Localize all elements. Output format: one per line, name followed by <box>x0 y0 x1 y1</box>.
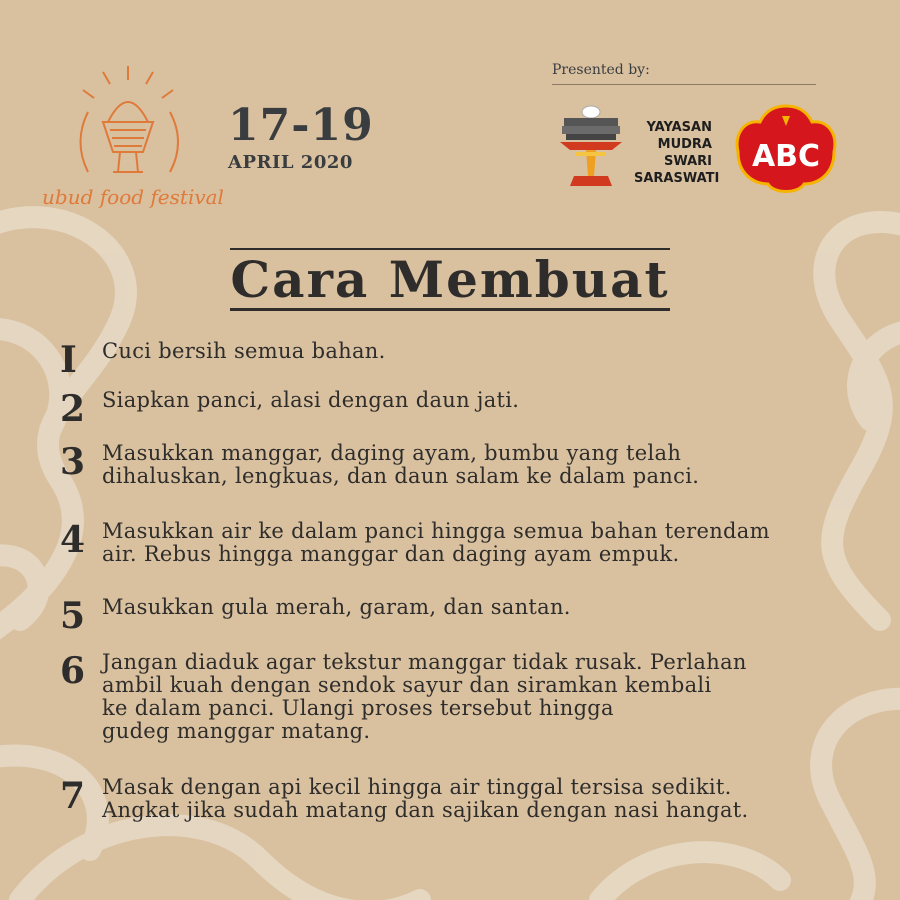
step-text: Siapkan panci, alasi dengan daun jati. <box>102 388 520 412</box>
step-number: 7 <box>60 775 86 817</box>
yayasan-line-2: MUDRA <box>657 137 712 152</box>
page-title: Cara Membuat <box>230 250 670 309</box>
step-item <box>60 442 699 488</box>
step-item <box>60 520 770 566</box>
step-text: Jangan diaduk agar tekstur manggar tidak rusak. Perlahan ambil kuah dengan sendok sayur dan siramkan kembali ke dalam panci. Ulangi proses tersebut hingga gudeg manggar matang. <box>102 650 747 743</box>
step-number: 6 <box>60 650 86 692</box>
step-item <box>60 340 386 380</box>
yayasan-line-1: YAYASAN <box>646 120 712 135</box>
step-item <box>60 596 571 636</box>
step-text: Masukkan manggar, daging ayam, bumbu yang telah dihaluskan, lengkuas, dan daun salam ke dalam panci. <box>102 441 700 488</box>
step-number: 5 <box>60 595 86 637</box>
event-date <box>228 100 374 173</box>
yayasan-logo-icon <box>556 104 626 190</box>
step-item <box>60 776 749 822</box>
yayasan-line-4: SARASWATI <box>634 171 720 186</box>
step-number: 2 <box>60 388 86 430</box>
date-month-year: APRIL 2020 <box>228 152 353 173</box>
yayasan-line-3: SWARI <box>663 154 712 169</box>
step-item <box>60 389 519 429</box>
yayasan-text <box>634 119 720 187</box>
step-text: Cuci bersih semua bahan. <box>102 339 386 363</box>
step-number: 3 <box>60 441 86 483</box>
abc-text: ABC <box>751 139 821 174</box>
ubud-food-festival-logo <box>42 62 224 212</box>
step-text: Masukkan gula merah, garam, dan santan. <box>102 595 571 619</box>
step-number: 4 <box>60 519 86 561</box>
step-text: Masukkan air ke dalam panci hingga semua bahan terendam air. Rebus hingga manggar dan daging ayam empuk. <box>102 519 770 566</box>
step-number: I <box>60 339 77 381</box>
step-item <box>60 651 747 743</box>
date-range: 17-19 <box>228 100 374 151</box>
logo-text: ubud food festival <box>42 185 224 209</box>
abc-logo <box>734 104 838 196</box>
step-text: Masak dengan api kecil hingga air tinggal tersisa sedikit. Angkat jika sudah matang dan sajikan dengan nasi hangat. <box>102 775 749 822</box>
presented-by-label: Presented by: <box>552 62 816 85</box>
title-block <box>230 248 670 311</box>
